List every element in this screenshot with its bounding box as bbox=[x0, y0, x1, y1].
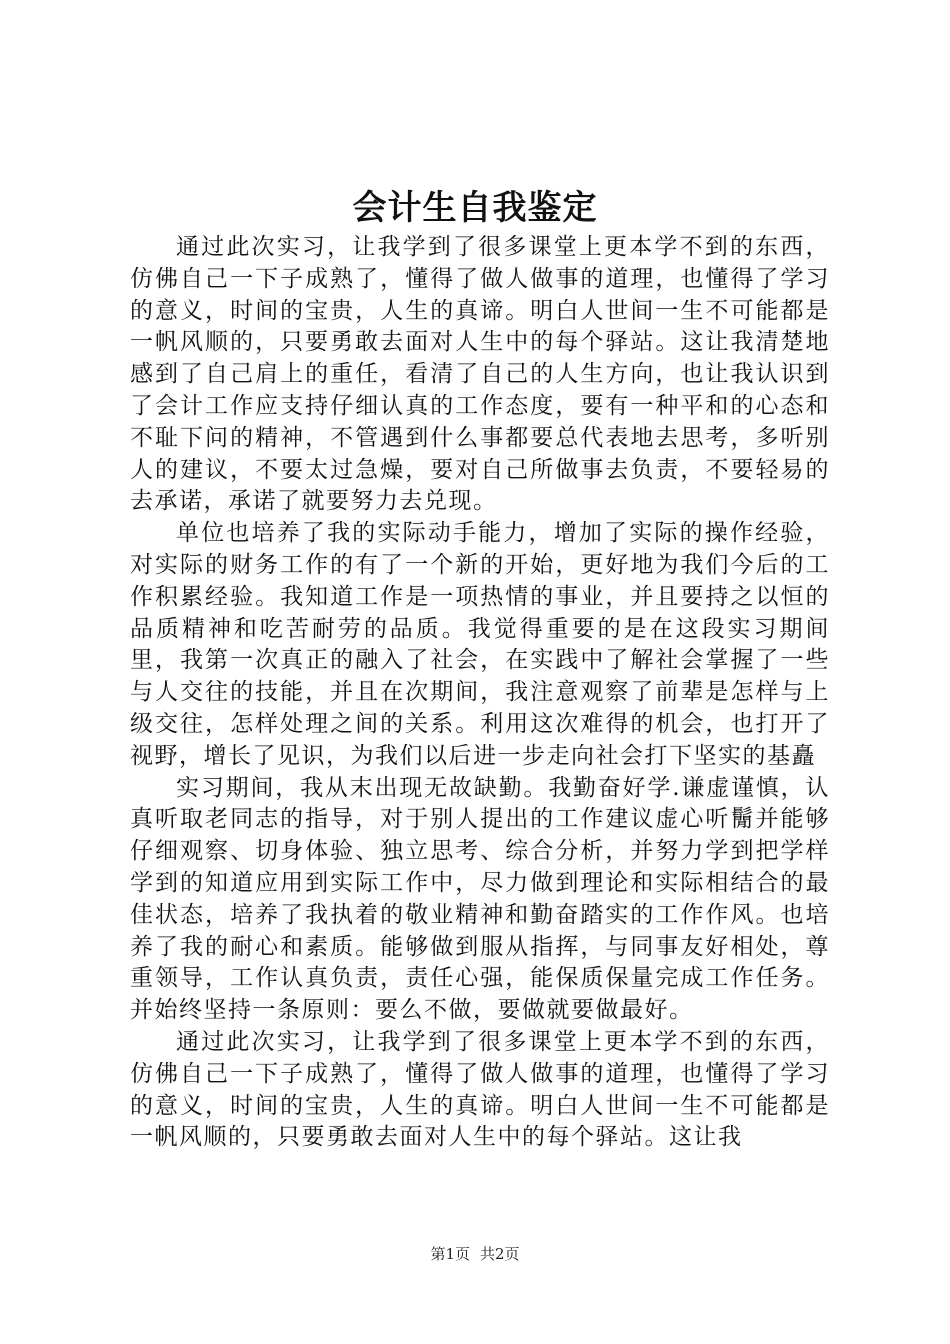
body-paragraph: 实习期间，我从末出现无故缺勤。我勤奋好学.谦虚谨慎，认真听取老同志的指导，对于别人提出的工作建议虚心听鬜并能够仔细观察、切身体验、独立思考、综合分析，并努力学到把学样学到的知道应用到实际工作中，尽力做到理论和实际相结合的最佳状态，培养了我执着的敬业精神和勤奋踏实的工作作风。也培养了我的耐心和素质。能够做到服从指挥，与同事友好相处，尊重领导，工作认真负责，责任心强，能保质保量完成工作任务。并始终坚持一条原则：要么不做，要做就要做最好。 bbox=[130, 774, 830, 1024]
document-title: 会计生自我鉴定 bbox=[352, 188, 598, 228]
body-paragraph: 通过此次实习，让我学到了很多课堂上更本学不到的东西，仿佛自己一下子成熟了，懂得了做人做事的道理，也懂得了学习的意义，时间的宝贵，人生的真谛。明白人世间一生不可能都是一帆风顺的，只要勇敢去面对人生中的每个驿站。这让我 bbox=[130, 1028, 830, 1151]
body-paragraph: 通过此次实习，让我学到了很多课堂上更本学不到的东西，仿佛自己一下子成熟了，懂得了做人做事的道理，也懂得了学习的意义，时间的宝贵，人生的真谛。明白人世间一生不可能都是一帆风顺的，只要勇敢去面对人生中的每个驿站。这让我清楚地感到了自己肩上的重任，看清了自己的人生方向，也让我认识到了会计工作应支持仔细认真的工作态度，要有一种平和的心态和不耻下问的精神，不管遇到什么事都要总代表地去思考，多听别人的建议，不要太过急燥，要对自己所做事去负责，不要轻易的去承诺，承诺了就要努力去兑现。 bbox=[130, 234, 830, 515]
total-pages: 共2页 bbox=[480, 1245, 520, 1263]
body-paragraph: 单位也培养了我的实际动手能力，增加了实际的操作经验，对实际的财务工作的有了一个新的开始，更好地为我们今后的工作积累经验。我知道工作是一项热情的事业，并且要持之以恒的品质精神和吃苦耐劳的品质。我觉得重要的是在这段实习期间里，我第一次真正的融入了社会，在实践中了解社会掌握了一些与人交往的技能，并且在次期间，我注意观察了前辈是怎样与上级交往，怎样处理之间的关系。利用这次难得的机会，也打开了视野，增长了见识，为我们以后进一步走向社会打下坚实的基矗 bbox=[130, 520, 830, 769]
page-number: 第1页 bbox=[430, 1245, 470, 1263]
page-footer bbox=[0, 1244, 950, 1264]
document-body bbox=[130, 232, 830, 1154]
